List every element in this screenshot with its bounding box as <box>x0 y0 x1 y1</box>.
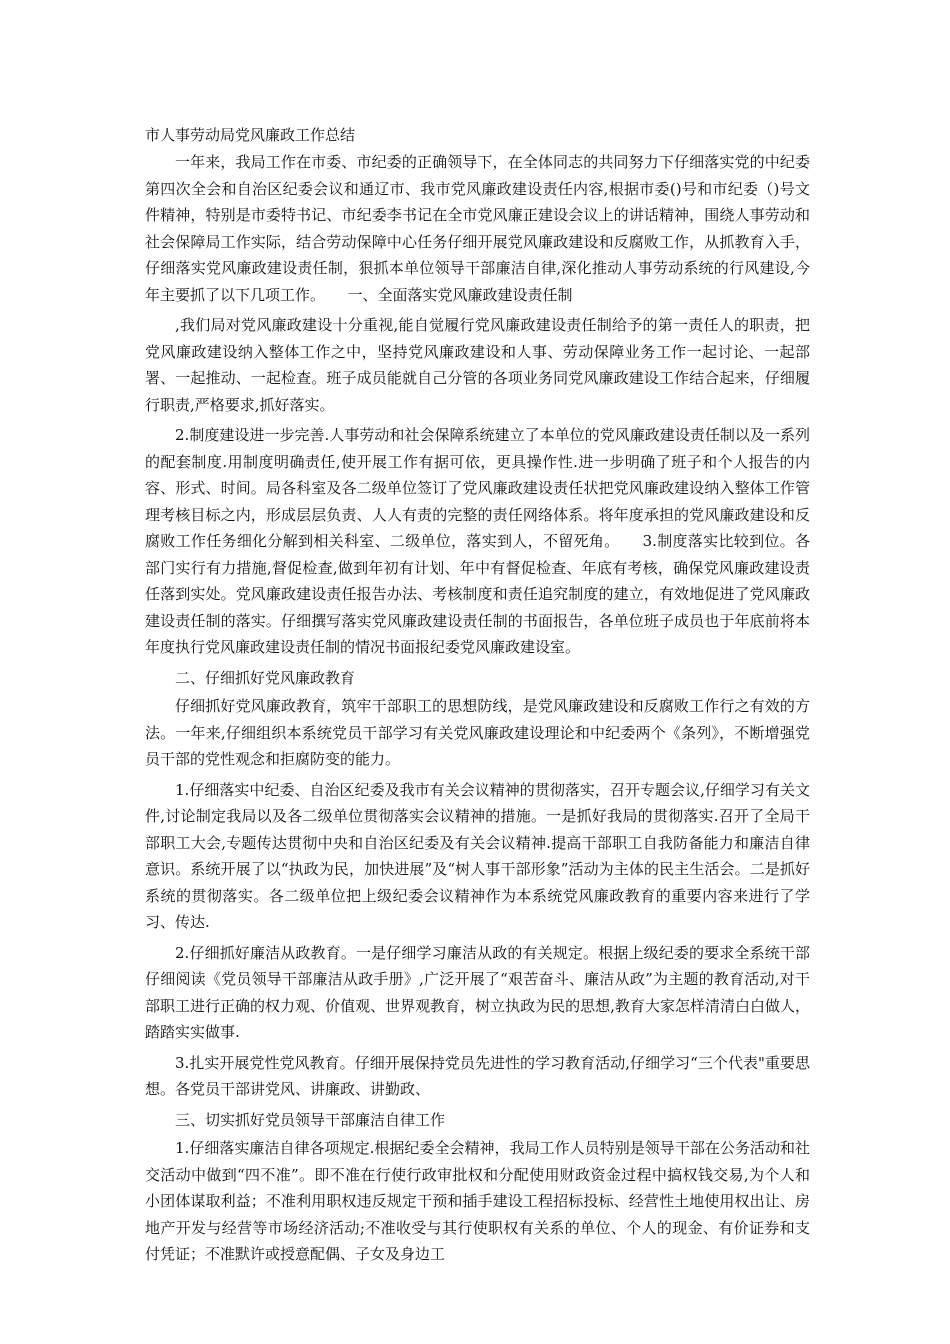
paragraph-party-spirit: 3.扎实开展党性党风教育。仔细开展保持党员先进性的学习教育活动,仔细学习“三个代表"重要思想。各党员干部讲党风、讲廉政、讲勤政、 <box>145 1053 810 1098</box>
section-heading-education: 二、仔细抓好党风廉政教育 <box>175 668 356 687</box>
section-heading-self-discipline: 三、切实抓好党员领导干部廉洁自律工作 <box>175 1110 446 1129</box>
document-page <box>145 125 810 1272</box>
paragraph-education-intro: 仔细抓好党风廉政教育，筑牢干部职工的思想防线，是党风廉政建设和反腐败工作行之有效的方法。一年来,仔细组织本系统党员干部学习有关党风廉政建设理论和中纪委两个《条列》，不断增强党员干部的党性观念和拒腐防变的能力。 <box>145 697 810 768</box>
paragraph-four-prohibitions: 1.仔细落实廉洁自律各项规定.根据纪委全会精神，我局工作人员特别是领导干部在公务活动和社交活动中做到“四不准”。即不准在行使行政审批权和分配使用财政资金过程中搞权钱交易,为个人和小团体谋取利益；不准利用职权违反规定干预和插手建设工程招标投标、经营性土地使用权出让、房地产开发与经营等市场经济活动;不准收受与其行使职权有关系的单位、个人的现金、有价证券和支付凭证；不准默许或授意配偶、子女及身边工 <box>145 1139 810 1263</box>
paragraph-intro: 一年来，我局工作在市委、市纪委的正确领导下，在全体同志的共同努力下仔细落实党的中纪委第四次全会和自治区纪委会议和通辽市、我市党风廉政建设责任内容,根据市委()号和市纪委（)号文件精神，特别是市委特书记、市纪委李书记在全市党风廉正建设会议上的讲话精神，围绕人事劳动和社会保障局工作实际，结合劳动保障中心任务仔细开展党风廉政建设和反腐败工作，从抓教育入手，仔细落实党风廉政建设责任制，狠抓本单位领导干部廉洁自律,深化推动人事劳动系统的行风建设,今年主要抓了以下几项工作。 一、全面落实党风廉政建设责任制 <box>145 153 810 304</box>
paragraph-system-building: 2.制度建设进一步完善.人事劳动和社会保障系统建立了本单位的党风廉政建设责任制以及一系列的配套制度.用制度明确责任,使开展工作有据可依，更具操作性.进一步明确了班子和个人报告的内容、形式、时间。局各科室及各二级单位签订了党风廉政建设责任状把党风廉政建设纳入整体工作管理考核目标之内，形成层层负责、人人有责的完整的责任网络体系。将年度承担的党风廉政建设和反腐败工作任务细化分解到相关科室、二级单位，落实到人，不留死角。 3.制度落实比较到位。各部门实行有力措施,督促检查,做到年初有计划、年中有督促检查、年底有考核，确保党风廉政建设责任落到实处。党风廉政建设责任报告办法、考核制度和责任追究制度的建立，有效地促进了党风廉政建设责任制的落实。仔细撰写落实党风廉政建设责任制的书面报告，各单位班子成员也于年底前将本年度执行党风廉政建设责任制的情况书面报纪委党风廉政建设室。 <box>145 426 810 656</box>
paragraph-clean-governance: 2.仔细抓好廉洁从政教育。一是仔细学习廉洁从政的有关规定。根据上级纪委的要求全系统干部仔细阅读《党员领导干部廉洁从政手册》,广泛开展了“艰苦奋斗、廉洁从政”为主题的教育活动,对干部职工进行正确的权力观、价值观、世界观教育，树立执政为民的思想,教育大家怎样清清白白做人，踏踏实实做事. <box>145 943 810 1041</box>
document-title: 市人事劳动局党风廉政工作总结 <box>145 126 356 144</box>
paragraph-responsibility: ,我们局对党风廉政建设十分重视,能自觉履行党风廉政建设责任制给予的第一责任人的职责，把党风廉政建设纳入整体工作之中，坚持党风廉政建设和人事、劳动保障业务工作一起讨论、一起部署、一起推动、一起检查。班子成员能就自己分管的各项业务同党风廉政建设工作结合起来，仔细履行职责,严格要求,抓好落实。 <box>145 316 810 414</box>
paragraph-meeting-spirit: 1.仔细落实中纪委、自治区纪委及我市有关会议精神的贯彻落实，召开专题会议,仔细学习有关文件,讨论制定我局以及各二级单位贯彻落实会议精神的措施。一是抓好我局的贯彻落实.召开了全局干部职工大会,专题传达贯彻中央和自治区纪委及有关会议精神.提高干部职工自我防备能力和廉洁自律意识。系统开展了以“执政为民，加快进展”及“树人事干部形象”活动为主体的民主生活会。二是抓好系统的贯彻落实。各二级单位把上级纪委会议精神作为本系统党风廉政教育的重要内容来进行了学习、传达. <box>145 780 810 931</box>
